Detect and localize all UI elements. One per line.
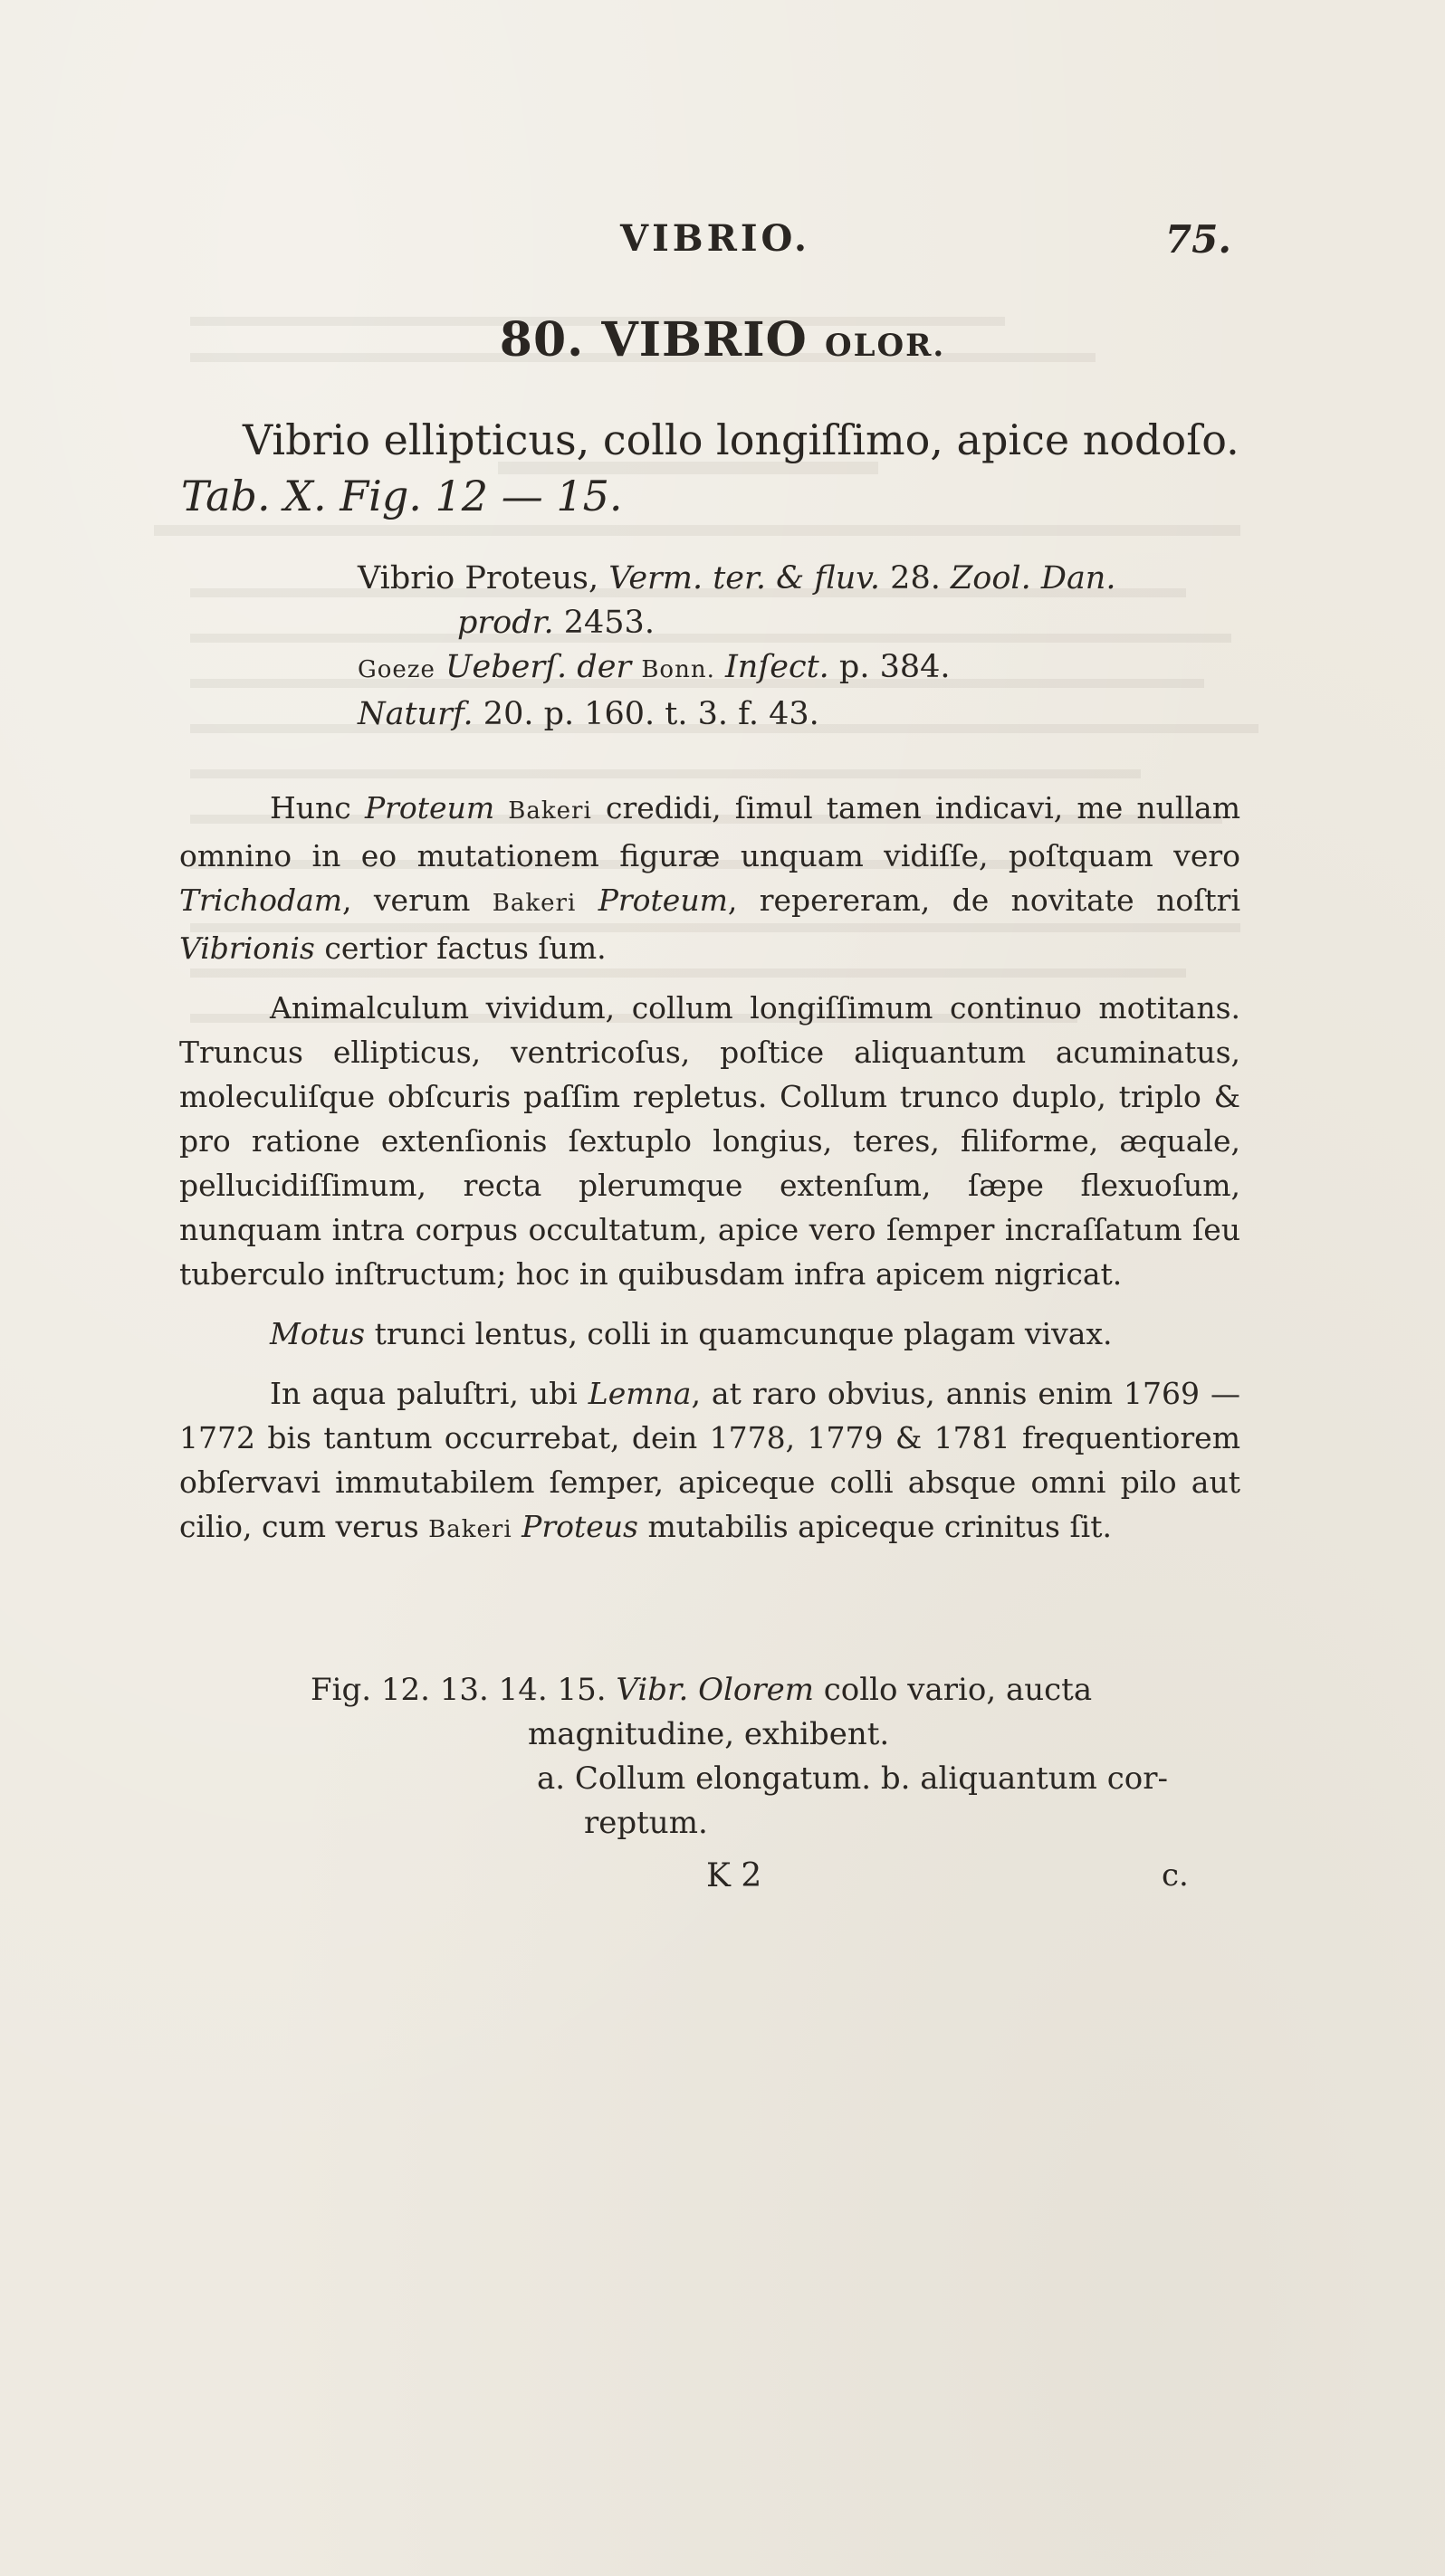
signature-mark: K 2 (706, 1857, 762, 1894)
figure-explanation (311, 1668, 1243, 1846)
text-run: Lemna (588, 1376, 692, 1411)
author-name: Bakeri (508, 797, 592, 825)
text-run: Motus (270, 1316, 366, 1351)
diagnosis-body: ellipticus, collo longiſſimo, apice nodoſo. (369, 415, 1239, 464)
paragraph-description: Animalculum vividum, collum longiſſimum continuo motitans. Truncus ellipticus, ventricoſus, poſtice aliquantum acuminatus, moleculiſque obſcuris paſſim repletus. Collum trunco duplo, triplo & pro ratione extenſionis ſextuplo longius, teres, filiforme, æquale, pellucidiſſimum, recta plerumque extenſum, ſæpe flexuoſum, nunquam intra corpus occultatum, apice vero ſemper incraſſatum ſeu tuberculo inſtructum; hoc in quibusdam infra apicem nigricat. (179, 990, 1240, 1292)
species-heading (0, 312, 1445, 367)
page-number: 75. (1164, 217, 1231, 262)
text-run: Proteum (364, 790, 495, 825)
synonym-author: Bonn. (641, 656, 715, 683)
running-head-title: VIBRIO. (620, 217, 810, 260)
author-name: Bakeri (428, 1516, 512, 1543)
synonym-work: Ueberſ. der (445, 649, 632, 685)
synonymy-list (358, 557, 1254, 737)
text-run: Vibrionis (179, 930, 315, 966)
diagnosis-text (181, 412, 1258, 468)
paragraph-habitat (179, 1371, 1240, 1552)
text-run: Proteus (522, 1509, 638, 1544)
running-head (181, 217, 1249, 272)
text-run: Vibr. Olorem (616, 1672, 814, 1708)
figure-line (311, 1668, 1243, 1713)
text-run: , verum (342, 883, 493, 918)
synonym-entry (358, 645, 1254, 692)
synonym-continuation (358, 601, 1254, 645)
figure-line: magnitudine, exhibent. (528, 1716, 890, 1752)
figure-line: a. Collum elongatum. b. aliquantum cor- (537, 1760, 1168, 1797)
synonym-page: p. 384. (828, 649, 951, 685)
species-name: OLOR. (824, 328, 946, 364)
synonym-work: Inſect. (724, 649, 829, 685)
text-run: Proteum (598, 883, 728, 918)
diagnosis-plate-ref (181, 468, 1258, 524)
text-run: Fig. 12. 13. 14. 15. (311, 1672, 617, 1708)
paragraph-history (179, 786, 1240, 970)
synonym-name: Vibrio Proteus, (358, 560, 609, 596)
synonym-page: 28. (880, 560, 951, 596)
synonym-entry (358, 557, 1254, 601)
catchword: c. (1162, 1857, 1189, 1894)
text-run: Hunc (270, 790, 365, 825)
synonym-page: 20. p. 160. t. 3. f. 43. (473, 696, 819, 732)
text-run: credidi, ſimul tamen indicavi, me nullam omnino in eo mutationem figuræ unquam vidiſſe, poſtquam vero (179, 790, 1240, 873)
paragraph-motion (179, 1312, 1240, 1356)
text-run: In aqua paluſtri, ubi (270, 1376, 589, 1411)
synonym-work: Zool. Dan. (950, 560, 1116, 596)
synonym-page: 2453. (553, 605, 655, 641)
figure-line: reptum. (584, 1805, 708, 1841)
text-run: mutabilis apiceque crinitus ſit. (637, 1509, 1112, 1544)
synonym-work: prodr. (457, 605, 554, 641)
plate-reference: Tab. X. Fig. 12 — 15. (181, 472, 623, 520)
synonym-work: Verm. ter. & fluv. (608, 560, 881, 596)
species-number: 80. (499, 312, 585, 367)
author-name: Bakeri (492, 890, 577, 917)
synonym-entry (358, 692, 1254, 737)
text-run: Trichodam (179, 883, 343, 918)
synonym-work: Naturf. (358, 696, 474, 732)
diagnosis-genus: Vibrio (243, 415, 370, 464)
text-run: , repereram, de novitate noſtri (727, 883, 1240, 918)
genus-name: VIBRIO (601, 312, 808, 367)
description-body (179, 786, 1240, 1568)
text-run: certior factus ſum. (314, 930, 607, 966)
text-run: trunci lentus, colli in quamcunque plagam vivax. (365, 1316, 1113, 1351)
text-run: , at raro obvius, annis enim 1769 — 1772 bis tantum occurrebat, dein 1778, 1779 & 1781 frequentiorem obſervavi immutabilem ſemper, apiceque colli absque omni pilo aut cilio, cum verus (179, 1376, 1240, 1544)
text-run: collo vario, aucta (813, 1672, 1093, 1708)
diagnosis (181, 412, 1258, 524)
synonym-author: Goeze (358, 656, 435, 683)
